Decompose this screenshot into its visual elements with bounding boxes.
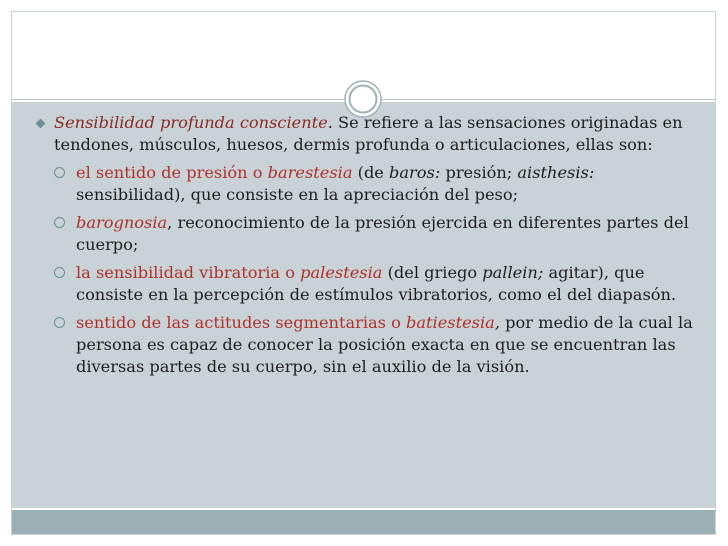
ring-bullet-icon [54,317,65,328]
list-item [34,162,694,206]
list-item [34,312,694,378]
item-italic: aisthesis: [517,163,595,182]
term-italic: batiestesia [406,313,495,332]
slide-body [34,112,694,384]
term-italic: palestesia [300,263,383,282]
ring-bullet-icon [54,167,65,178]
item-italic: pallein; [482,263,544,282]
term-italic: barognosia [76,213,168,232]
item-text: por medio de la cual la persona es capaz de conocer la posición exacta en que se encuentran las diversas partes de su cuerpo, sin el auxilio de la visión. [76,313,693,376]
term-text: el sentido de presión o [76,163,268,182]
item-text: , reconocimiento de la presión ejercida en diferentes partes del cuerpo; [76,213,689,254]
list-item [34,212,694,256]
intro-term: Sensibilidad profunda consciente [54,113,328,132]
term-text: la sensibilidad vibratoria o [76,263,301,282]
item-text: (del griego [382,263,483,282]
item-text: presión; [440,163,518,182]
item-italic: baros: [389,163,441,182]
term-italic: barestesia [267,163,353,182]
item-text: sensibilidad), que consiste en la apreciación del peso; [76,185,519,204]
term-text: sentido de las actitudes segmentarias o [76,313,407,332]
ring-bullet-icon [54,217,65,228]
diamond-bullet-icon [36,119,46,129]
list-item [34,262,694,306]
ring-bullet-icon [54,267,65,278]
item-text: (de [352,163,390,182]
intro-text: . Se refiere a las sensaciones originadas en tendones, músculos, huesos, dermis profunda o articulaciones, ellas son: [54,113,683,154]
intro-paragraph [34,112,694,156]
sub-list [34,162,694,378]
item-text: agitar), que consiste en la percepción de estímulos vibratorios, como el del diapasón. [76,263,677,304]
item-italic: , [494,313,500,332]
footer-bar [12,510,715,534]
